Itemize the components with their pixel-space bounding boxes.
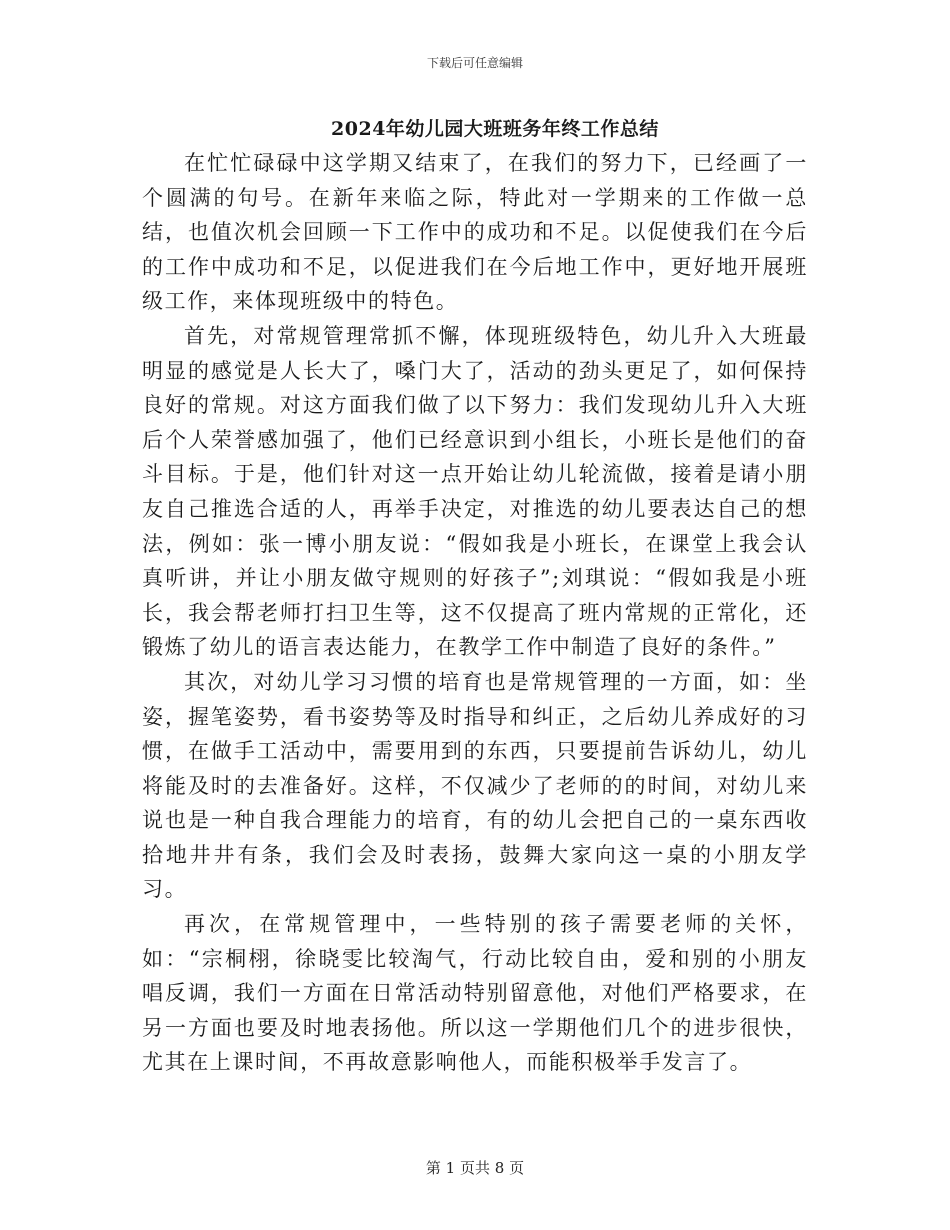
document-title: 2024年幼儿园大班班务年终工作总结 (331, 118, 659, 140)
paragraph-study-habits: 其次，对幼儿学习习惯的培育也是常规管理的一方面，如：坐姿，握笔姿势，看书姿势等及时指导和纠正，之后幼儿养成好的习惯，在做手工活动中，需要用到的东西，只要提前告诉幼儿，幼儿将能及时的去准备好。这样，不仅减少了老师的的时间，对幼儿来说也是一种自我合理能力的培育，有的幼儿会把自己的一桌东西收拾地井井有条，我们会及时表扬，鼓舞大家向这一桌的小朋友学习。 (142, 669, 808, 902)
paragraph-routine-management: 首先，对常规管理常抓不懈，体现班级特色，幼儿升入大班最明显的感觉是人长大了，嗓门大了，活动的劲头更足了，如何保持良好的常规。对这方面我们做了以下努力：我们发现幼儿升入大班后个人荣誉感加强了，他们已经意识到小组长，小班长是他们的奋斗目标。于是，他们针对这一点开始让幼儿轮流做，接着是请小朋友自己推选合适的人，再举手决定，对推选的幼儿要表达自己的想法，例如：张一博小朋友说：“假如我是小班长，在课堂上我会认真听讲，并让小朋友做守规则的好孩子”;刘琪说：“假如我是小班长，我会帮老师打扫卫生等，这不仅提高了班内常规的正常化，还锻炼了幼儿的语言表达能力，在教学工作中制造了良好的条件。” (142, 323, 808, 660)
paragraph-intro: 在忙忙碌碌中这学期又结束了，在我们的努力下，已经画了一个圆满的句号。在新年来临之际，特此对一学期来的工作做一总结，也值次机会回顾一下工作中的成功和不足。以促使我们在今后的工作中成功和不足，以促进我们在今后地工作中，更好地开展班级工作，来体现班级中的特色。 (142, 151, 808, 314)
page-number-footer: 第 1 页共 8 页 (425, 1159, 525, 1177)
document-body (142, 146, 808, 1080)
header-note: 下载后可任意编辑 (426, 56, 523, 70)
paragraph-special-children: 再次，在常规管理中，一些特别的孩子需要老师的关怀，如：“宗桐栩，徐晓雯比较淘气，行动比较自由，爱和别的小朋友唱反调，我们一方面在日常活动特别留意他，对他们严格要求，在另一方面也要及时地表扬他。所以这一学期他们几个的进步很快，尤其在上课时间，不再故意影响他人，而能积极举手发言了。 (142, 912, 808, 1075)
